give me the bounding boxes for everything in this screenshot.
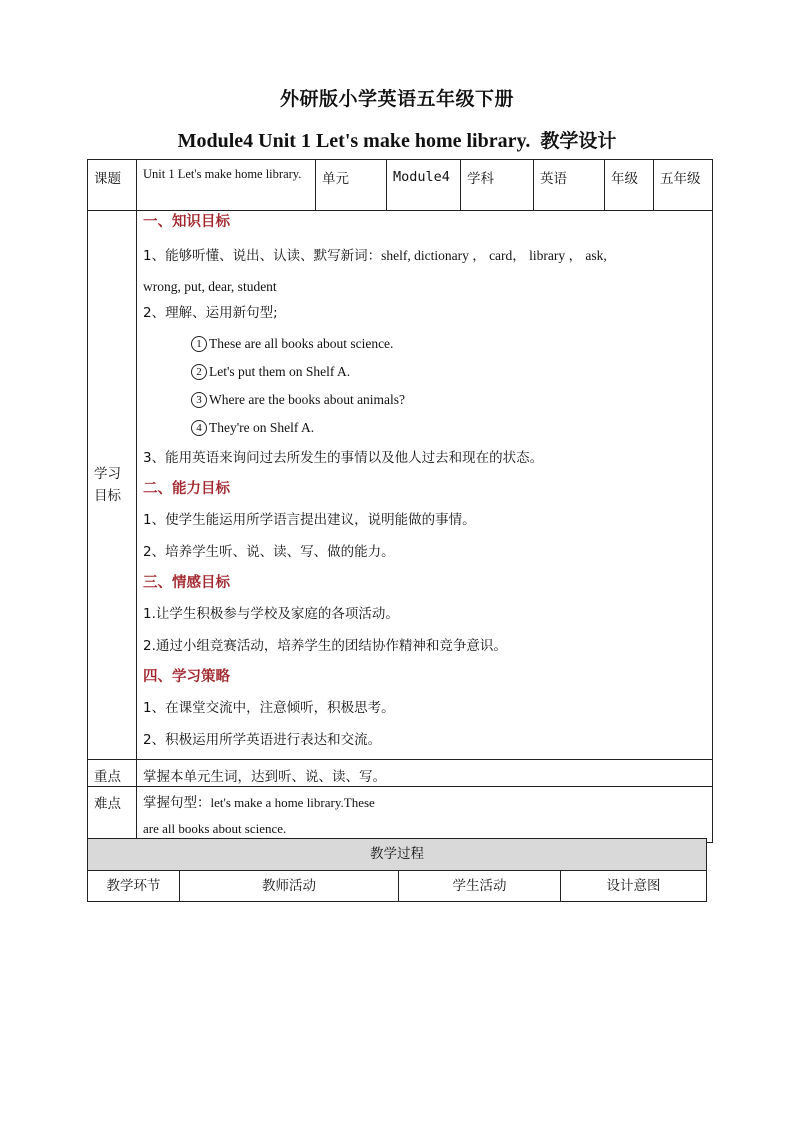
objectives-row xyxy=(88,211,713,760)
objectives-label-line2: 目标 xyxy=(94,488,121,504)
knowledge-item-3: 3、能用英语来询问过去所发生的事情以及他人过去和现在的状态。 xyxy=(143,450,544,466)
circled-number: 1 xyxy=(191,336,207,352)
sentence-text: They're on Shelf A. xyxy=(209,420,315,435)
emotion-item-2: 2.通过小组竞赛活动，培养学生的团结协作精神和竞争意识。 xyxy=(143,638,507,654)
strategy-item-1: 1、在课堂交流中，注意倾听，积极思考。 xyxy=(143,700,395,716)
circled-number: 4 xyxy=(191,420,207,436)
unit-label: 单元 xyxy=(316,160,387,211)
subtitle-english: Module4 Unit 1 Let's make home library. xyxy=(177,130,531,152)
sentence-3 xyxy=(143,386,706,414)
knowledge-heading: 一、知识目标 xyxy=(143,214,230,230)
emotion-heading: 三、情感目标 xyxy=(143,575,230,591)
topic-label: 课题 xyxy=(88,160,137,211)
process-heading-row xyxy=(88,839,707,871)
difficulties-row xyxy=(88,787,713,843)
grade-label: 年级 xyxy=(605,160,654,211)
sentence-text: Where are the books about animals? xyxy=(209,392,406,407)
header-row xyxy=(88,160,713,211)
subject-value: 英语 xyxy=(534,160,605,211)
ability-item-2: 2、培养学生听、说、读、写、做的能力。 xyxy=(143,544,395,560)
objectives-label-line1: 学习 xyxy=(94,466,121,482)
strategy-heading: 四、学习策略 xyxy=(143,669,230,685)
sentence-1 xyxy=(143,330,706,358)
unit-value: Module4 xyxy=(387,160,461,211)
sentence-text: Let's put them on Shelf A. xyxy=(209,364,351,379)
sentence-2 xyxy=(143,358,706,386)
column-header-stage: 教学环节 xyxy=(88,871,180,902)
process-heading: 教学过程 xyxy=(88,839,707,871)
difficulties-en-2: are all books about science. xyxy=(143,821,287,836)
column-header-intent: 设计意图 xyxy=(561,871,707,902)
circled-number: 2 xyxy=(191,364,207,380)
emotion-item-1: 1.让学生积极参与学校及家庭的各项活动。 xyxy=(143,606,399,622)
knowledge-item-1-words-cont: wrong, put, dear, student xyxy=(143,279,277,294)
objectives-label xyxy=(88,211,137,760)
column-header-student: 学生活动 xyxy=(399,871,561,902)
circled-number: 3 xyxy=(191,392,207,408)
lesson-plan-table xyxy=(87,159,713,843)
key-points-text: 掌握本单元生词，达到听、说、读、写。 xyxy=(137,760,713,787)
key-points-label: 重点 xyxy=(88,760,137,787)
knowledge-item-1-words: shelf, dictionary ， card， library ， ask, xyxy=(381,248,607,263)
process-table xyxy=(87,838,707,902)
sentence-text: These are all books about science. xyxy=(209,336,394,351)
topic-value: Unit 1 Let's make home library. xyxy=(137,160,316,211)
objectives-content xyxy=(137,211,713,760)
ability-heading: 二、能力目标 xyxy=(143,481,230,497)
knowledge-item-2: 2、理解、运用新句型; xyxy=(143,305,278,321)
strategy-item-2: 2、积极运用所学英语进行表达和交流。 xyxy=(143,732,382,748)
difficulties-text xyxy=(137,787,713,843)
grade-value: 五年级 xyxy=(654,160,713,211)
knowledge-item-1-prefix: 1、能够听懂、说出、认读、默写新词： xyxy=(143,248,382,264)
difficulties-label: 难点 xyxy=(88,787,137,843)
subject-label: 学科 xyxy=(461,160,534,211)
difficulties-prefix: 掌握句型： xyxy=(143,795,211,811)
sentence-4 xyxy=(143,414,706,442)
ability-item-1: 1、使学生能运用所学语言提出建议，说明能做的事情。 xyxy=(143,512,476,528)
difficulties-en-1: let's make a home library.These xyxy=(210,795,375,810)
process-columns-row xyxy=(88,871,707,902)
knowledge-item-1 xyxy=(143,240,706,272)
subtitle-chinese: 教学设计 xyxy=(540,130,617,152)
key-points-row xyxy=(88,760,713,787)
column-header-teacher: 教师活动 xyxy=(180,871,399,902)
document-title: 外研版小学英语五年级下册 xyxy=(279,88,514,110)
document-subtitle xyxy=(0,126,794,153)
